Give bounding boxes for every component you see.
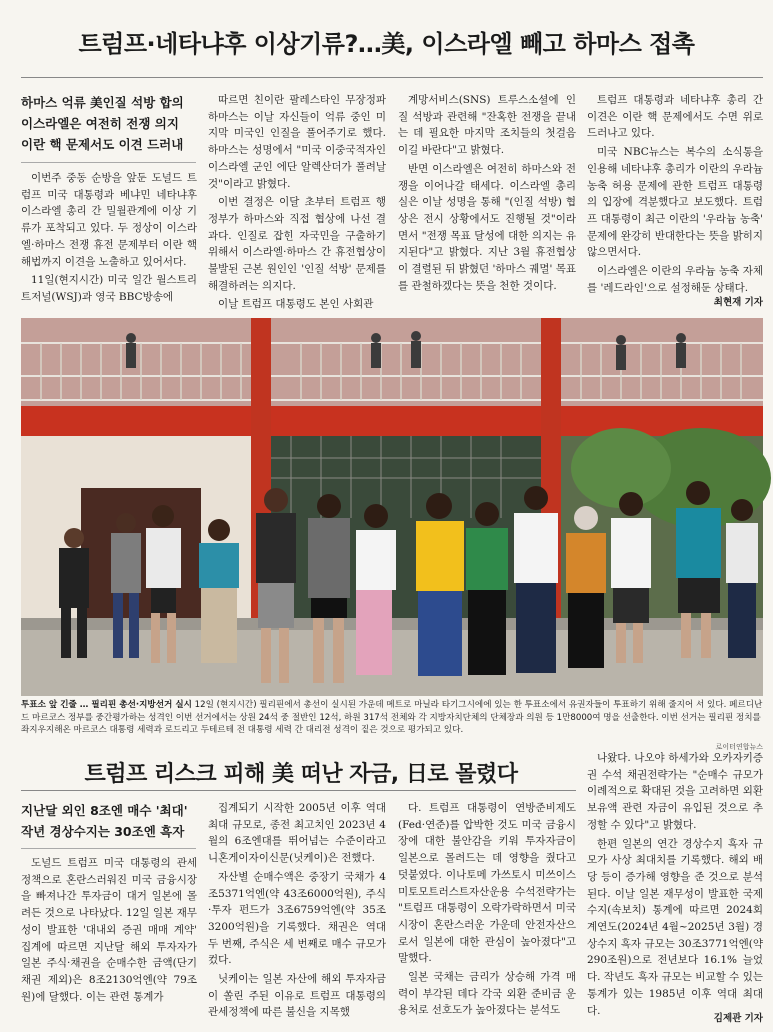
paragraph: 나왔다. 나오야 하세가와 오카자키증권 수석 채권전략가는 "순매수 규모가 이례적으로 확대된 것을 고려하면 외환보유액 관련 자금이 유입된 것으로 추정할 수 있다"고 밝혔다. bbox=[587, 752, 763, 831]
headline-divider bbox=[21, 790, 576, 791]
paragraph: 이번주 중동 순방을 앞둔 도널드 트럼프 미국 대통령과 베냐민 네타냐후 이스라엘 총리 간 밀월관계에 이상 기류가 포착되고 있다. 두 정상이 이스라엘·하마스 전쟁 휴전 문제부터 이란 핵 해법까지 이견을 노출하고 있어서다. bbox=[21, 172, 197, 268]
paragraph: 반면 이스라엘은 여전히 하마스와 전쟁을 이어나갈 태세다. 이스라엘 총리실은 이날 성명을 통해 "(인질 석방) 협상은 전시 상황에서도 진행될 것"이라면서 "전쟁 목표 달성에 대한 의지는 유지된다"고 밝혔다. 지난 3월 휴전협상이 결렬된 뒤 밝혔던 '하마스 궤멸' 목표를 관철하겠다는 뜻을 천한 것이다. bbox=[398, 162, 576, 292]
subhead-line: 이란 핵 문제서도 이견 드러내 bbox=[21, 137, 184, 152]
article2-column-2 bbox=[208, 800, 386, 1025]
subhead-line: 지난달 외인 8조엔 매수 '최대' bbox=[21, 803, 188, 818]
article2-subhead bbox=[21, 800, 201, 842]
article2-byline: 김제관 기자 bbox=[713, 1013, 763, 1024]
subhead-line: 작년 경상수지는 30조엔 흑자 bbox=[21, 824, 185, 839]
caption-title: 투표소 앞 긴줄 … 필리핀 총선·지방선거 실시 bbox=[21, 700, 192, 710]
article1-headline: 트럼프·네타냐후 이상기류?…美, 이스라엘 빼고 하마스 접촉 bbox=[78, 30, 695, 58]
paragraph: 한편 일본의 연간 경상수지 흑자 규모가 사상 최대치를 기록했다. 해외 배당 등이 증가해 영향을 준 것으로 분석된다. 이날 일본 재무성이 발표한 국제수지(속보치) 통계에 따르면 2024회계연도(2024년 4월~2025년 3월) 경상수지 흑자 규모는 30조3771억엔(약 290조원)으로 전년보다 16.1% 늘었다. 작년도 흑자 규모는 비교할 수 있는 통계가 있는 1985년 이후 역대 최대다. bbox=[587, 837, 763, 1017]
subhead-divider bbox=[21, 162, 196, 163]
news-photo bbox=[21, 318, 763, 696]
article2-column-4 bbox=[587, 750, 763, 1017]
article1-column-4 bbox=[587, 92, 763, 292]
article1-subhead bbox=[21, 92, 201, 155]
paragraph: 이날 트럼프 대통령도 본인 사회관 bbox=[218, 298, 374, 311]
article1-column-3 bbox=[398, 92, 576, 310]
paragraph: 따르면 친이란 팔레스타인 무장정파 하마스는 이날 자신들이 억류 중인 미 지막 미국인 인질을 풀어주기로 했다. 하마스는 성명에서 "미국 이중국적자인 이스라엘 군인 에단 알렉산더가 풀려날 것"이라고 밝혔다. bbox=[208, 94, 386, 190]
paragraph: 자산별 순매수액은 중장기 국채가 4조5371억엔(약 43조6000억원), 주식·투자 펀드가 3조6759억엔(약 35조3200억원)을 기록했다. 채권은 역대 두 번째, 주식은 세 번째로 매수 규모가 컸다. bbox=[208, 870, 386, 967]
subhead-line: 이스라엘은 여전히 전쟁 의지 bbox=[21, 116, 179, 131]
paragraph: 트럼프 대통령과 네타냐후 총리 간 이견은 이란 핵 문제에서도 수면 위로 드러나고 있다. bbox=[587, 94, 763, 140]
paragraph: 미국 NBC뉴스는 복수의 소식통을 인용해 네타냐후 총리가 이란의 우라늄 농축 허용 문제에 관한 트럼프 대통령의 입장에 격분했다고 보도했다. 트럼프 대통령이 최근 이란의 '우라늄 농축' 문제에 완강히 반대한다는 뜻을 밝히지 않으면서다. bbox=[587, 146, 763, 259]
paragraph: 이번 결정은 이달 초부터 트럼프 행정부가 하마스와 직접 협상에 나선 결과다. 인질로 잡힌 자국민을 구출하기 위해서 이스라엘·하마스 간 휴전협상이 불발된 근본 원인인 '인질 석방' 문제를 해결하려는 의지다. bbox=[208, 196, 386, 292]
photo-caption bbox=[21, 699, 763, 737]
headline-divider bbox=[21, 77, 763, 78]
article1-column-2 bbox=[208, 92, 386, 310]
subhead-line: 하마스 억류 美인질 석방 합의 bbox=[21, 95, 184, 110]
paragraph: 11일(현지시간) 미국 일간 월스트리트저널(WSJ)과 영국 BBC방송에 bbox=[21, 274, 197, 303]
paragraph: 이스라엘은 이란의 우라늄 농축 자체를 '레드라인'으로 설정해둔 상태다. bbox=[587, 265, 763, 294]
paragraph: 일본 국채는 금리가 상승해 가격 매력이 부각된 데다 각국 외환 준비금 운용처로 선호도가 높아졌다는 분석도 bbox=[398, 971, 576, 1017]
article1-column-1 bbox=[21, 170, 197, 310]
paragraph: 닛케이는 일본 자산에 해외 투자자금이 쏠린 주된 이유로 트럼프 대통령의 관세정책에 따른 불신을 지목했 bbox=[208, 973, 386, 1019]
subhead-divider bbox=[21, 848, 196, 849]
photo-credit: 로이터연합뉴스 bbox=[715, 743, 763, 751]
caption-text: 12일 (현지시간) 필리핀에서 총선이 실시된 가운데 메트로 마닐라 타기그시에에 있는 한 투표소에서 유권자들이 투표하기 위해 줄지어 서 있다. 페르디난드 마르코스 정부를 중간평가하는 성격인 이번 선거에서는 상원 24석 중 절반인 12석, 하원 317석 전체와 각 지방자치단체의 단체장과 의원 등 1만8000여 명을 선출한다. 이번 선거는 필리핀 정치를 좌지우지해온 마르코스 대통령 세력과 로드리고 두테르테 전 대통령 세력 간 대리전 성격이 짙은 것으로 평가되고 있다. bbox=[21, 700, 763, 735]
paragraph: 집계되기 시작한 2005년 이후 역대 최대 규모로, 종전 최고치인 2023년 4월의 6조엔대를 뛰어넘는 수준이라고 니혼게이자이신문(닛케이)은 전했다. bbox=[208, 802, 386, 865]
paragraph: 계망서비스(SNS) 트루스소셜에 인질 석방과 관련해 "잔혹한 전쟁을 끝내는 데 필요한 마지막 조치들의 첫걸음이길 바란다"고 밝혔다. bbox=[398, 94, 576, 157]
article2-column-3 bbox=[398, 800, 576, 1025]
paragraph: 도널드 트럼프 미국 대통령의 관세 정책으로 혼란스러워진 미국 금융시장을 빠져나간 투자금이 대거 일본에 몰려든 것으로 나타났다. 12일 일본 재무성이 발표한 '대내외 증권 매매 계약' 집계에 따르면 지난달 해외 투자자가 일본 주식·채권을 순매수한 금액(단기채권 제외)은 8조2130억엔(약 79조원)에 달했다. 이는 관련 통계가 bbox=[21, 857, 197, 1003]
article2-headline: 트럼프 리스크 피해 美 떠난 자금, 日로 몰렸다 bbox=[84, 762, 518, 787]
article1-byline: 최현재 기자 bbox=[713, 297, 763, 308]
paragraph: 다. 트럼프 대통령이 연방준비제도(Fed·연준)를 압박한 것도 미국 금융시장에 대한 불안감을 키워 투자자금이 일본으로 몰려드는 데 영향을 줬다고 덧붙였다. 이나토메 가쓰토시 미쓰이스미토모트러스트자산운용 수석전략가는 "트럼프 대통령이 오락가락하면서 미국 시장이 혼란스러운 가운데 안전자산으로서 일본에 대한 관심이 높아졌다"고 말했다. bbox=[398, 802, 576, 965]
article2-column-1 bbox=[21, 855, 197, 1025]
